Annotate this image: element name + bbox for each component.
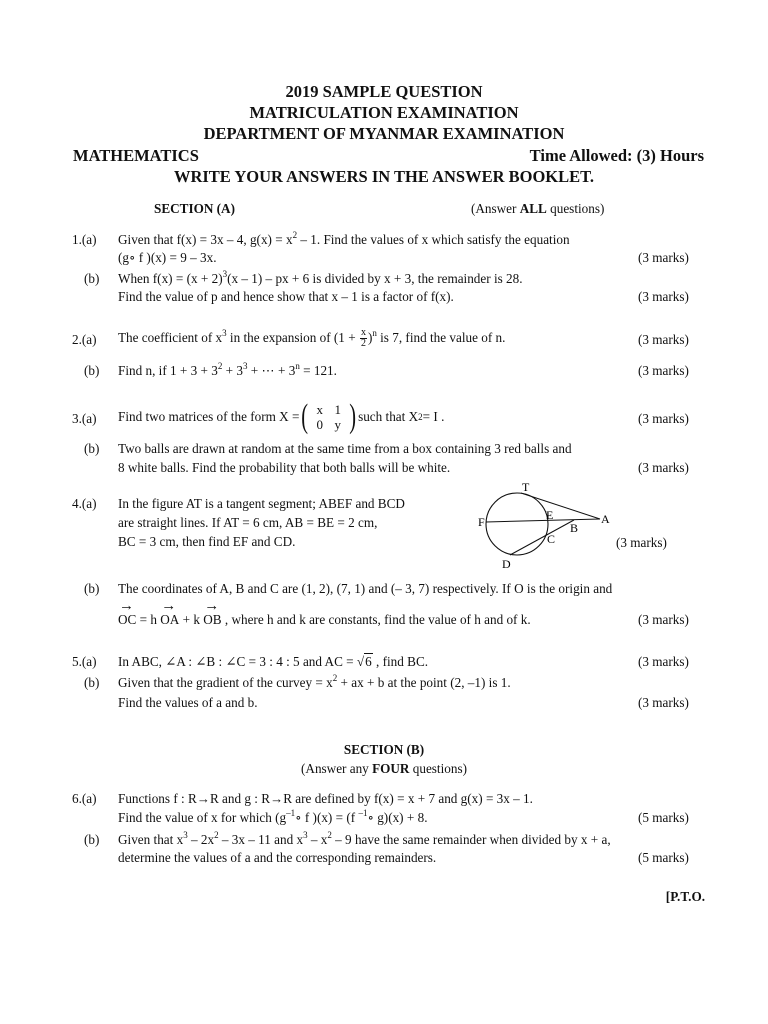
section-b-instruction: (Answer any FOUR questions) (301, 761, 467, 776)
section-a-title: SECTION (A) (154, 201, 235, 216)
section-a-instruction: (Answer ALL questions) (471, 201, 605, 216)
circle (486, 493, 548, 555)
label-b: B (570, 521, 579, 535)
vector-oc: → OC (118, 612, 136, 628)
page-turn-over: [P.T.O. (665, 889, 705, 904)
q2b-marks: (3 marks) (638, 363, 689, 378)
fraction-x-over-2: $\frac{x}{2}$ (360, 327, 366, 350)
q1b-marks: (3 marks) (638, 289, 689, 304)
q2b-text: Find n, if $1 + 3 + 3^2 + 3^3$ + ⋯ + $3^n = 121$. (118, 361, 337, 378)
label-e: E (546, 508, 554, 522)
q5b-number: (b) (84, 675, 100, 690)
q1a-text-line2: (g∘ f )(x) = 9 – 3x. (118, 250, 217, 265)
q4b-marks: (3 marks) (638, 612, 689, 627)
q6a-text-line1: Functions f : R→R and g : R→R are defined by f(x) = x + 7 and g(x) = 3x – 1. (118, 791, 533, 806)
q1b-text-line1: When $f(x) = (x + 2)^3(x - 1)$ – px + 6 is divided by x + 3, the remainder is 28. (118, 269, 523, 286)
vector-oa: → OA (160, 612, 179, 628)
line-abef (486, 519, 600, 522)
q5a-text: In ABC, ∠A : ∠B : ∠C = 3 : 4 : 5 and AC = √6 , find BC. (118, 654, 429, 669)
q1a-text-line1: Given that f(x) = 3x – 4, $g(x) = x^2 - 1$. Find the values of x which satisfy the equation (118, 230, 570, 247)
q5b-text-line2: Find the values of a and b. (118, 695, 258, 710)
tangent-circle-figure (470, 478, 620, 573)
line-bcd (510, 520, 574, 555)
q4a-marks: (3 marks) (616, 535, 667, 550)
vector-ob: → OB (203, 612, 221, 628)
q6b-text-line1: Given that $x^3 - 2x^2 - 3x - 11$ and $x^3 - x^2 - 9$ have the same remainder when divided by x + a, (118, 830, 611, 847)
q3b-text-line2: 8 white balls. Find the probability that both balls will be white. (118, 460, 451, 475)
q4a-text-line2: are straight lines. If AT = 6 cm, AB = BE = 2 cm, (118, 515, 378, 530)
q1b-text-line2: Find the value of p and hence show that x – 1 is a factor of f(x). (118, 289, 454, 304)
q2a-text: The coefficient of $x^3$ in the expansion of (1 + $\frac{x}{2}$ )$^n$ is 7, find the value of n. (118, 327, 506, 350)
q2a-number: 2.(a) (72, 332, 97, 347)
exam-name-title: MATRICULATION EXAMINATION (249, 103, 519, 122)
q4a-text-line1: In the figure AT is a tangent segment; ABEF and BCD (118, 496, 405, 511)
section-b-title: SECTION (B) (343, 742, 425, 757)
q5a-number: 5.(a) (72, 654, 97, 669)
department-title: DEPARTMENT OF MYANMAR EXAMINATION (203, 124, 565, 143)
q6b-marks: (5 marks) (638, 850, 689, 865)
q5a-marks: (3 marks) (638, 654, 689, 669)
label-a: A (601, 512, 610, 526)
q4a-text-line3: BC = 3 cm, then find EF and CD. (118, 534, 296, 549)
q3a-number: 3.(a) (72, 411, 97, 426)
sqrt-6: 6 (365, 654, 372, 669)
answer-instruction: WRITE YOUR ANSWERS IN THE ANSWER BOOKLET. (173, 167, 595, 186)
q1b-number: (b) (84, 271, 100, 286)
q6a-number: 6.(a) (72, 791, 97, 806)
q6a-marks: (5 marks) (638, 810, 689, 825)
label-t: T (522, 480, 530, 494)
label-d: D (502, 557, 511, 571)
q3b-text-line1: Two balls are drawn at random at the same time from a box containing 3 red balls and (118, 441, 572, 456)
q6a-text-line2: Find the value of x for which ($g^{-1}\circ$ f )(x) = (f $^{-1}$∘ g)(x) + 8. (118, 808, 428, 825)
q4a-number: 4.(a) (72, 496, 97, 511)
q4b-text-line1: The coordinates of A, B and C are (1, 2), (7, 1) and (– 3, 7) respectively. If O is the origin and (118, 581, 613, 596)
q5b-text-line1: Given that the gradient of the curvey = $x^2$ + ax + b at the point (2, –1) is 1. (118, 673, 511, 690)
subject-title: MATHEMATICS (73, 146, 199, 165)
q2b-number: (b) (84, 363, 100, 378)
q6b-number: (b) (84, 832, 100, 847)
q1a-marks: (3 marks) (638, 250, 689, 265)
q3a-marks: (3 marks) (638, 411, 689, 426)
label-f: F (478, 515, 485, 529)
q3a-text: Find two matrices of the form X = ( x 1 0 y ) such that X 2 = I . (118, 398, 445, 435)
q3b-marks: (3 marks) (638, 460, 689, 475)
q1a-number: 1.(a) (72, 232, 97, 247)
label-c: C (547, 532, 556, 546)
matrix-x: ( x 1 0 y ) (301, 398, 356, 435)
q3b-number: (b) (84, 441, 100, 456)
exam-year-title: 2019 SAMPLE QUESTION (285, 82, 483, 101)
q4b-text-line2: → OC = h → OA + k → OB , where h and k are constants, find the value of h and of k. (118, 612, 531, 628)
q5b-marks: (3 marks) (638, 695, 689, 710)
q2a-marks: (3 marks) (638, 332, 689, 347)
tangent-at (521, 493, 600, 519)
q4b-number: (b) (84, 581, 100, 596)
time-allowed: Time Allowed: (3) Hours (529, 146, 704, 165)
q6b-text-line2: determine the values of a and the corresponding remainders. (118, 850, 437, 865)
